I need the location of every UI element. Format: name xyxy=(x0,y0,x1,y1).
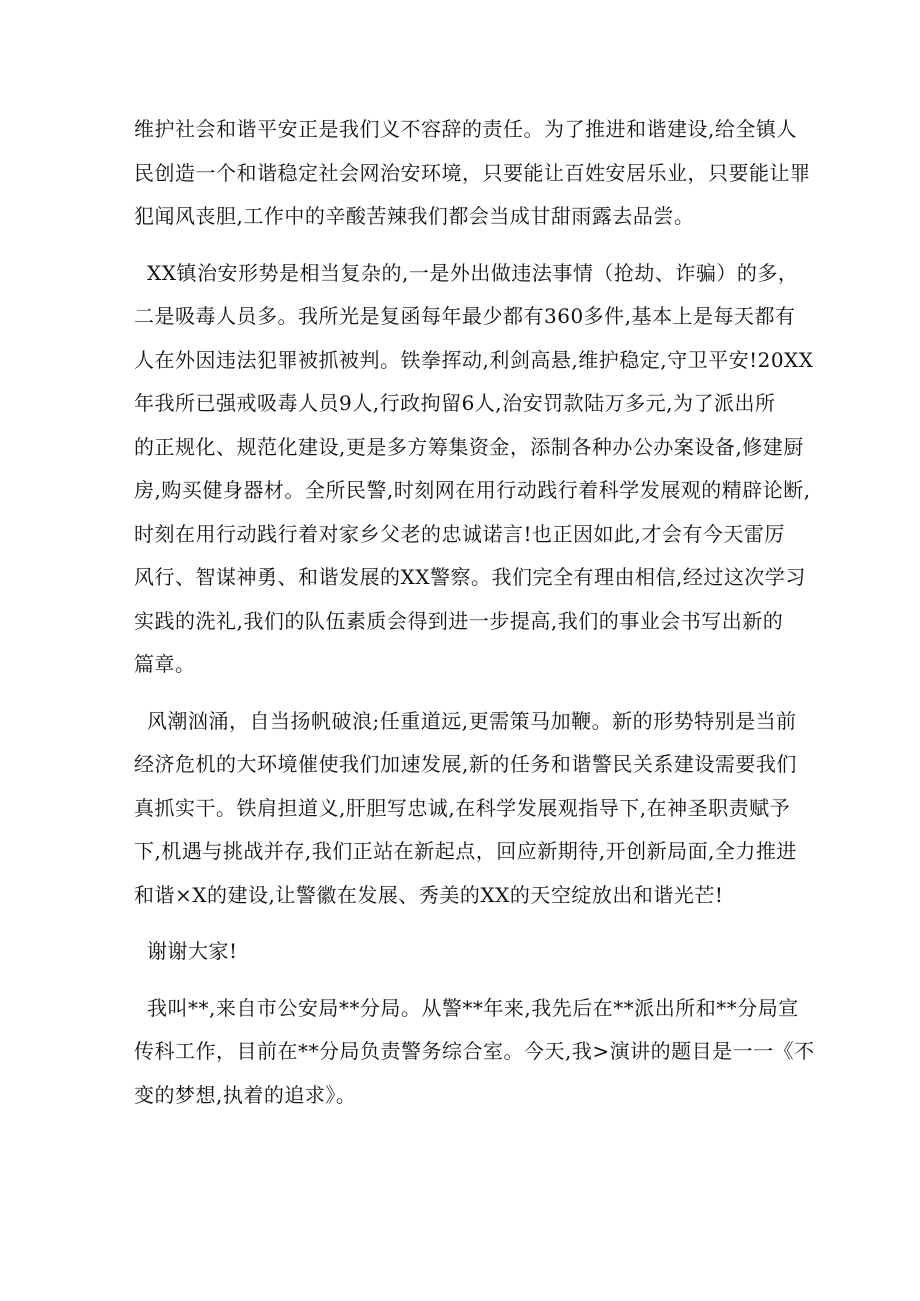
paragraph-responsibility xyxy=(134,108,811,239)
text-line: 维护社会和谐平安正是我们义不容辞的责任。为了推进和谐建设,给全镇人 xyxy=(134,117,797,141)
text-line: 房,购买健身器材。全所民警,时刻网在用行动践行着科学发展观的精辟论断, xyxy=(134,478,811,502)
paragraph-security-situation xyxy=(134,252,814,687)
text-line: 和谐×X的建设,让警徽在发展、秀美的XX的天空绽放出和谐光芒! xyxy=(134,882,724,907)
paragraph-self-introduction xyxy=(134,987,815,1118)
text-line: 我叫**,来自市公安局**分局。从警**年来,我先后在**派出所和**分局宣 xyxy=(147,995,799,1020)
text-line: 下,机遇与挑战并存,我们正站在新起点，回应新期待,开创新局面,全力推进 xyxy=(134,839,797,863)
text-line: 风潮汹涌，自当扬帆破浪;任重道远,更需策马加鞭。新的形势特别是当前 xyxy=(147,708,797,733)
text-line: 的正规化、规范化建设,更是多方筹集资金，添制各种办公办案设备,修建厨 xyxy=(134,434,804,459)
paragraph-new-situation xyxy=(134,700,797,918)
text-line: 经济危机的大环境催使我们加速发展,新的任务和谐警民关系建设需要我们 xyxy=(134,752,797,776)
text-line: 二是吸毒人员多。我所光是复函每年最少都有360多件,基本上是每天都有 xyxy=(134,304,796,328)
text-line: 人在外因违法犯罪被抓被判。铁拳挥动,利剑高悬,维护稳定,守卫平安!20XX xyxy=(134,347,814,372)
text-line: 真抓实干。铁肩担道义,肝胆写忠诚,在科学发展观指导下,在神圣职责赋予 xyxy=(134,795,791,820)
paragraph-thanks xyxy=(134,930,794,974)
text-line: 谢谢大家! xyxy=(147,939,238,963)
text-line: 风行、智谋神勇、和谐发展的XX警察。我们完全有理由相信,经过这次学习 xyxy=(134,565,806,589)
document-page xyxy=(134,108,815,1117)
text-line: 民创造一个和谐稳定社会网治安环境，只要能让百姓安居乐业，只要能让罪 xyxy=(134,160,811,185)
text-line: 篇章。 xyxy=(134,652,196,676)
text-line: 时刻在用行动践行着对家乡父老的忠诚诺言!也正因如此,才会有今天雷厉 xyxy=(134,521,785,546)
text-line: XX镇治安形势是相当复杂的,一是外出做违法事情（抢劫、诈骗）的多， xyxy=(147,260,799,285)
text-line: 传科工作，目前在**分局负责警务综合室。今天,我>演讲的题目是一一《不 xyxy=(134,1039,815,1063)
text-line: 犯闻风丧胆,工作中的辛酸苦辣我们都会当成甘甜雨露去品尝。 xyxy=(134,204,695,228)
text-line: 变的梦想,执着的追求》。 xyxy=(134,1082,357,1107)
text-line: 年我所已强戒吸毒人员9人,行政拘留6人,治安罚款陆万多元,为了派出所 xyxy=(134,391,776,415)
text-line: 实践的洗礼,我们的队伍素质会得到进一步提高,我们的事业会书写出新的 xyxy=(134,608,784,633)
